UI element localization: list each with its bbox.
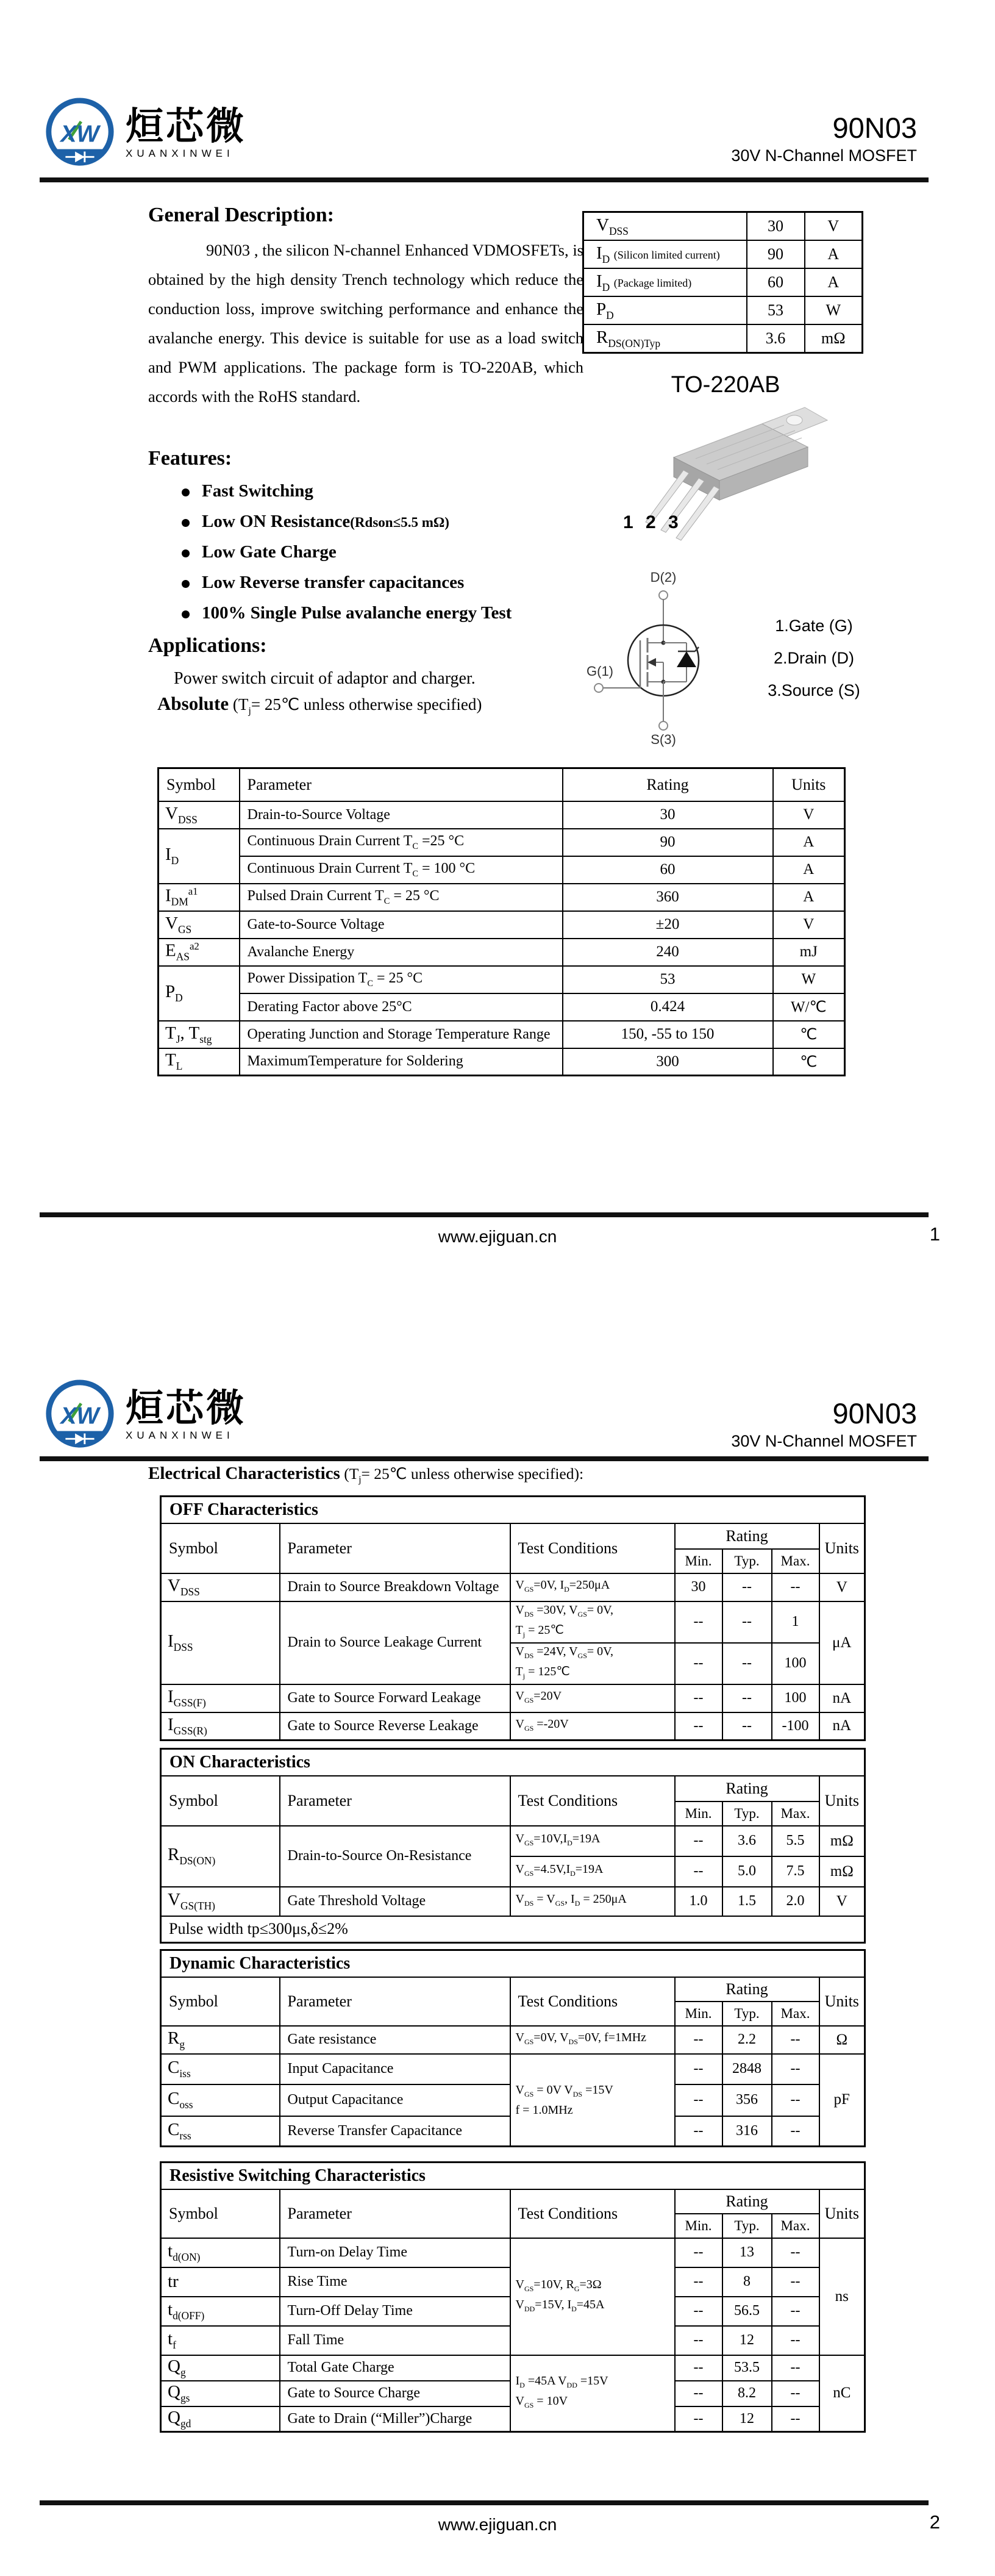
table-row: $V_{DSS}$ Drain-to-Source Voltage 30 V [159, 801, 845, 829]
table-row: $R_{DS(ON)}$ Drain-to-Source On-Resistance $V_{GS}=10V,I_D=19A$ -- 3.6 5.5 mΩ [161, 1826, 865, 1856]
general-description [148, 204, 583, 411]
applications-body: Power switch circuit of adaptor and charger. [174, 669, 476, 688]
part-number: 90N03 [832, 112, 917, 144]
table-row: $T_L$ MaximumTemperature for Soldering 300 ℃ [159, 1048, 845, 1076]
table-row: Continuous Drain Current $T_C = 100$ °C 60 A [159, 856, 845, 884]
table-row: $Q_{gs}$ Gate to Source Charge -- 8.2 -- [161, 2381, 865, 2406]
general-description-title: General Description: [148, 204, 334, 226]
general-description-body: 90N03 , the silicon N-channel Enhanced VDMOSFETs, is obtained by the high density Trench technology which reduce the conduction loss, improve switching performance and enhance the avalanche energy. This device is suitable for use as a load switch and PWM applications. The package form is TO-220AB, which accords with the RoHS standard. [148, 241, 583, 406]
feature-item: Low Gate Charge [182, 542, 612, 562]
feature-item: Low Reverse transfer capacitances [182, 573, 612, 593]
table-row: Derating Factor above 25°C 0.424 W/℃ [159, 993, 845, 1021]
table-row: $P_D$ 53 W [583, 296, 863, 324]
table-footnote-row: Pulse width tp≤300μs,δ≤2% [161, 1916, 865, 1943]
table-subheader-row: Min. Typ. Max. [161, 2002, 865, 2026]
brand-name-cn: 烜芯微 [126, 1386, 247, 1431]
table-row: $t_{d(ON)}$ Turn-on Delay Time $V_{GS}=10V$, $R_G=3\Omega$ $V_{DD}=15V$, $I_D=45A$ -- 13 -- ns [161, 2238, 865, 2267]
absolute-max-table [157, 767, 846, 1076]
brand-text [126, 106, 246, 159]
table-row: $t_f$ Fall Time -- 12 -- [161, 2326, 865, 2355]
table-row: $P_D$ Power Dissipation $T_C = 25$ °C 53 W [159, 966, 845, 993]
footer-rule [40, 1212, 929, 1217]
table-row: $I_D$ (Silicon limited current) 90 A [583, 240, 863, 268]
pin-legend-drain: 2.Drain (D) [773, 649, 855, 667]
table-title-row: Dynamic Characteristics [161, 1950, 865, 1977]
off-characteristics-table [160, 1495, 866, 1741]
package-name: TO-220AB [671, 372, 780, 398]
source-label: S(3) [651, 732, 676, 747]
part-header [731, 1399, 917, 1451]
feature-item: Fast Switching [182, 481, 612, 501]
brand-name-cn: 烜芯微 [126, 104, 247, 149]
table-row: $I_D$ (Package limited) 60 A [583, 268, 863, 296]
page-number: 1 [929, 1223, 940, 1245]
brand-name-en: XUANXINWEI [126, 147, 234, 159]
pin-legend [756, 610, 872, 707]
part-subtitle: 30V N-Channel MOSFET [731, 1432, 917, 1450]
table-row: tr Rise Time -- 8 -- [161, 2267, 865, 2297]
table-row: $V_{GS}$ Gate-to-Source Voltage ±20 V [159, 911, 845, 939]
part-subtitle: 30V N-Channel MOSFET [731, 146, 917, 165]
bullet-icon [182, 580, 190, 588]
drain-label: D(2) [650, 570, 677, 585]
table-row: $I_{DM}^{a1}$ Pulsed Drain Current $T_C = 25$ °C 360 A [159, 884, 845, 911]
summary-ratings-table [582, 211, 863, 354]
page-number: 2 [929, 2511, 940, 2533]
bullet-icon [182, 549, 190, 557]
table-subheader-row: Min. Typ. Max. [161, 2214, 865, 2238]
table-row: $T_J$, $T_{stg}$ Operating Junction and Storage Temperature Range 150, -55 to 150 ℃ [159, 1021, 845, 1048]
pin-legend-gate: 1.Gate (G) [775, 617, 853, 635]
brand-logo [44, 96, 246, 170]
footer-website: www.ejiguan.cn [438, 2515, 557, 2534]
feature-item: Low ON Resistance (Rdson≤5.5 mΩ) [182, 512, 612, 532]
table-row: $R_g$ Gate resistance $V_{GS}=0V$, $V_{DS}=0V$, f=1MHz -- 2.2 -- Ω [161, 2026, 865, 2054]
table-title-row: Resistive Switching Characteristics [161, 2163, 865, 2189]
table-row: $R_{DS(ON)Typ}$ 3.6 mΩ [583, 324, 863, 353]
absolute-heading-bold: Absolute [157, 693, 229, 714]
logo-letters: XW [60, 1402, 99, 1429]
table-row: $V_{GS(TH)}$ Gate Threshold Voltage $V_{DS} = V_{GS}$, $I_D = 250\mu A$ 1.0 1.5 2.0 V [161, 1887, 865, 1916]
header-rule [40, 1456, 929, 1461]
table-row: $t_{d(OFF)}$ Turn-Off Delay Time -- 56.5 -- [161, 2297, 865, 2326]
table-row: $Q_{gd}$ Gate to Drain (“Miller”)Charge -- 12 -- [161, 2406, 865, 2432]
table-row: $V_{DSS}$ 30 V [583, 212, 863, 241]
features-list [148, 481, 612, 623]
package-pin-numbers: 1 2 3 [623, 512, 682, 532]
gate-label: G(1) [587, 664, 613, 679]
feature-item: 100% Single Pulse avalanche energy Test [182, 603, 612, 623]
table-row: $I_{GSS(R)}$ Gate to Source Reverse Leakage $V_{GS} =-20V$ -- -- -100 nA [161, 1712, 865, 1741]
table-subheader-row: Min. Typ. Max. [161, 1549, 865, 1573]
table-header-row: Symbol Parameter Test Conditions Rating Units [161, 1523, 865, 1549]
part-header [731, 113, 917, 165]
table-row: $I_{GSS(F)}$ Gate to Source Forward Leakage $V_{GS}=20V$ -- -- 100 nA [161, 1684, 865, 1712]
absolute-heading [157, 693, 482, 717]
table-row: $C_{rss}$ Reverse Transfer Capacitance -- 316 -- [161, 2116, 865, 2147]
bullet-icon [182, 488, 190, 496]
electrical-characteristics-heading: Electrical Characteristics ($T_j=$ 25℃ unless otherwise specified): [148, 1464, 584, 1486]
table-row: $I_{DSS}$ Drain to Source Leakage Current $V_{DS} =30V$, $V_{GS}= 0V$, $T_j$ = 25℃ -- -- 1 μA [161, 1601, 865, 1643]
table-row: $Q_g$ Total Gate Charge $I_D =45A$ $V_{DD} =15V$ $V_{GS} = 10V$ -- 53.5 -- nC [161, 2355, 865, 2381]
table-row: $E_{AS}^{a2}$ Avalanche Energy 240 mJ [159, 939, 845, 966]
switching-characteristics-table [160, 2161, 866, 2433]
brand-logo [44, 1378, 246, 1451]
bullet-icon [182, 610, 190, 618]
logo-letters: XW [60, 120, 99, 148]
on-characteristics-table [160, 1748, 866, 1944]
table-row: $V_{DS} =24V$, $V_{GS}= 0V$, $T_j$ = 125℃ -- -- 100 [161, 1643, 865, 1684]
brand-logo-icon [44, 1378, 116, 1451]
absolute-heading-rest: ($T_j=$ 25℃ unless otherwise specified) [232, 695, 482, 717]
part-number: 90N03 [832, 1397, 917, 1429]
table-header-row: Symbol Parameter Test Conditions Rating Units [161, 1776, 865, 1801]
footer-website: www.ejiguan.cn [438, 1227, 557, 1246]
bullet-icon [182, 519, 190, 527]
footer-rule [40, 2500, 929, 2505]
features-title: Features: [148, 447, 232, 470]
table-subheader-row: Min. Typ. Max. [161, 1801, 865, 1826]
brand-logo-icon [44, 96, 116, 170]
mosfet-schematic [584, 566, 743, 749]
table-header-row: Symbol Parameter Rating Units [159, 768, 845, 801]
table-row: $C_{iss}$ Input Capacitance $V_{GS} = 0V$ $V_{DS} =15V$ f = 1.0MHz -- 2848 -- pF [161, 2054, 865, 2084]
table-title-row: ON Characteristics [161, 1749, 865, 1776]
table-row: $V_{GS}=4.5V,I_D=19A$ -- 5.0 7.5 mΩ [161, 1856, 865, 1887]
header-rule [40, 177, 929, 182]
dynamic-characteristics-table [160, 1949, 866, 2147]
applications-title: Applications: [148, 634, 267, 657]
table-row: $C_{oss}$ Output Capacitance -- 356 -- [161, 2084, 865, 2116]
brand-name-en: XUANXINWEI [126, 1429, 234, 1441]
table-row: $I_D$ Continuous Drain Current $T_C =25$ °C 90 A [159, 829, 845, 856]
pin-legend-source: 3.Source (S) [768, 681, 860, 699]
table-header-row: Symbol Parameter Test Conditions Rating Units [161, 1977, 865, 2002]
table-header-row: Symbol Parameter Test Conditions Rating Units [161, 2189, 865, 2214]
table-title-row: OFF Characteristics [161, 1497, 865, 1523]
brand-text [126, 1388, 246, 1441]
table-row: $V_{DSS}$ Drain to Source Breakdown Voltage $V_{GS}=0V$, $I_D=250\mu A$ 30 -- -- V [161, 1573, 865, 1601]
features-section [148, 447, 612, 634]
